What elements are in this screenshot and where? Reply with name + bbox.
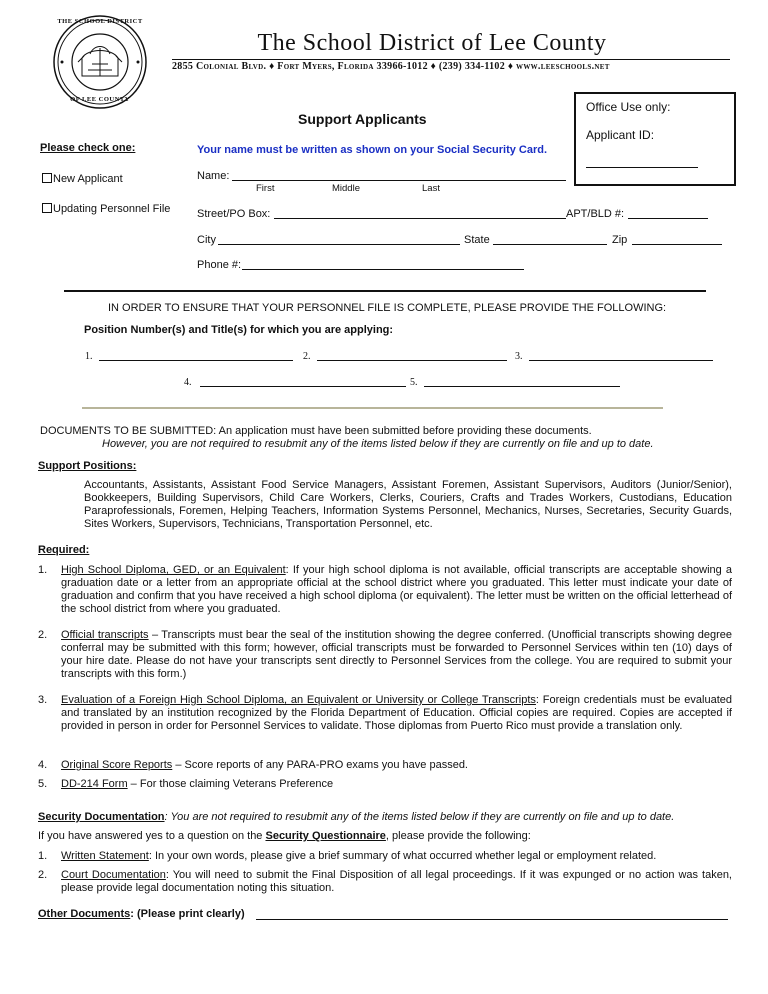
required-item-number: 2.	[38, 629, 48, 641]
state-label: State	[464, 234, 490, 246]
documents-line1: DOCUMENTS TO BE SUBMITTED: An application must have been submitted before providing these documents.	[40, 425, 592, 437]
documents-line2: However, you are not required to resubmit any of the items listed below if they are currently on file and up to date.	[102, 438, 654, 450]
required-item-text: : If your high school diploma is not available, official transcripts are acceptable showing a graduation date or a letter from an appropriate official at the school district where you graduated. This letter must indicate your date of graduation and confirm that you have received a high school diploma (or equivalent). The letter must be written on the official letterhead of the school district from where you graduated.	[61, 564, 732, 615]
security-note: : You are not required to resubmit any of the items listed below if they are currently on file and up to date.	[164, 811, 675, 823]
updating-checkbox[interactable]	[42, 203, 52, 213]
state-input[interactable]	[493, 233, 607, 245]
support-positions-text: Accountants, Assistants, Assistant Food Service Managers, Assistant Foremen, Assistant Supervisors, Auditors (Junior/Senior), Bookkeepers, Building Supervisors, Child Care Workers, Clerks, Couriers, Crafts and Trades Workers, Custodians, Education Paraprofessionals, Foremen, Helping Teachers, Information Systems Personnel, Mechanics, Nurses, Secretaries, Security Guards, Sites Workers, Supervisors, Technicians, Transportation Personnel, etc.	[84, 479, 732, 530]
other-documents-input[interactable]	[256, 908, 728, 920]
required-item-number: 4.	[38, 759, 48, 771]
apt-label: APT/BLD #:	[566, 208, 625, 220]
position-1-number: 1.	[85, 351, 93, 362]
apt-input[interactable]	[628, 207, 708, 219]
security-item-number: 1.	[38, 850, 48, 862]
updating-option[interactable]	[42, 203, 170, 215]
security-questionnaire-ref: Security Questionnaire	[265, 830, 386, 842]
ensure-text: IN ORDER TO ENSURE THAT YOUR PERSONNEL FILE IS COMPLETE, PLEASE PROVIDE THE FOLLOWING:	[108, 302, 667, 314]
position-1-input[interactable]	[99, 350, 293, 361]
seal-top-text: THE SCHOOL DISTRICT	[57, 18, 143, 25]
ssn-notice: Your name must be written as shown on your Social Security Card.	[197, 144, 548, 156]
position-5-number: 5.	[410, 377, 418, 388]
security-item-number: 2.	[38, 869, 48, 881]
other-documents-label: Other Documents	[38, 908, 131, 920]
security-item-title: Court Documentation	[61, 869, 166, 881]
zip-label: Zip	[612, 234, 628, 246]
applicant-id-line[interactable]	[586, 156, 698, 168]
district-address: 2855 Colonial Blvd. ♦ Fort Myers, Florida 33966-1012 ♦ (239) 334-1102 ♦ www.leeschools.net	[172, 61, 610, 72]
required-item-title: DD-214 Form	[61, 778, 128, 790]
phone-label: Phone #:	[197, 259, 242, 271]
security-label: Security Documentation	[38, 811, 165, 823]
support-positions-label: Support Positions:	[38, 460, 137, 472]
check-one-label: Please check one:	[40, 142, 136, 154]
zip-input[interactable]	[632, 233, 722, 245]
security-intro-post: , please provide the following:	[385, 830, 531, 842]
position-label: Position Number(s) and Title(s) for which you are applying:	[84, 324, 394, 336]
phone-input[interactable]	[242, 258, 524, 270]
position-5-input[interactable]	[424, 376, 620, 387]
city-label: City	[197, 234, 216, 246]
street-label: Street/PO Box:	[197, 208, 271, 220]
middle-label: Middle	[332, 183, 360, 194]
required-item-title: High School Diploma, GED, or an Equivalent	[61, 564, 286, 576]
applicant-id-label: Applicant ID:	[586, 128, 655, 142]
position-2-input[interactable]	[317, 350, 507, 361]
security-item-title: Written Statement	[61, 850, 149, 862]
position-4-input[interactable]	[200, 376, 406, 387]
required-item-5	[38, 778, 732, 791]
city-input[interactable]	[218, 233, 460, 245]
required-item-text: – Score reports of any PARA-PRO exams you have passed.	[172, 759, 468, 771]
required-item-text: – Transcripts must bear the seal of the institution showing the degree conferred. (Unofficial transcripts showing degree conferral may be submitted with this form; however, official transcripts must be forwarded to Personnel Services within ten (10) days of your hire date. Please do not have your transcripts sent directly to Personnel Services from the college. You are required to submit your transcripts with this form.)	[61, 629, 732, 680]
required-item-3	[38, 694, 732, 733]
security-item-2	[38, 869, 732, 895]
position-3-number: 3.	[515, 351, 523, 362]
name-input[interactable]	[232, 169, 566, 181]
other-documents-suffix: : (Please print clearly)	[130, 908, 245, 920]
position-3-input[interactable]	[529, 350, 713, 361]
header-rule	[172, 59, 730, 60]
required-item-number: 1.	[38, 564, 48, 576]
seal-bottom-text: OF LEE COUNTY	[70, 96, 130, 103]
security-intro-pre: If you have answered yes to a question on the	[38, 830, 266, 842]
new-applicant-label: New Applicant	[53, 173, 123, 185]
required-label: Required:	[38, 544, 90, 556]
district-seal	[52, 14, 148, 110]
updating-label: Updating Personnel File	[53, 203, 171, 215]
office-use-label: Office Use only:	[586, 100, 671, 114]
required-item-number: 5.	[38, 778, 48, 790]
required-item-title: Original Score Reports	[61, 759, 173, 771]
required-item-text: : Foreign credentials must be evaluated and translated by an institution recognized by the Florida Department of Education. Official copies are required. Copies are accepted if provided in person in order for Personnel Services to validate. Those diplomas from Puerto Rico must provide a translation only.	[61, 694, 732, 732]
position-4-number: 4.	[184, 377, 192, 388]
security-item-1	[38, 850, 732, 863]
form-title: Support Applicants	[298, 111, 427, 127]
new-applicant-checkbox[interactable]	[42, 173, 52, 183]
required-item-title: Official transcripts	[61, 629, 149, 641]
name-label: Name:	[197, 170, 230, 182]
required-item-1	[38, 564, 732, 616]
security-item-text: : You will need to submit the Final Disposition of all legal proceedings. If it was expunged or no action was taken, please provide legal documentation noting this situation.	[61, 869, 732, 894]
required-item-2	[38, 629, 732, 681]
required-item-4	[38, 759, 732, 772]
street-input[interactable]	[274, 207, 566, 219]
first-label: First	[256, 183, 275, 194]
position-2-number: 2.	[303, 351, 311, 362]
security-intro	[38, 830, 531, 842]
new-applicant-option[interactable]	[42, 173, 123, 185]
security-item-text: : In your own words, please give a brief summary of what occurred whether legal or employment related.	[148, 850, 657, 862]
last-label: Last	[422, 183, 440, 194]
required-item-number: 3.	[38, 694, 48, 706]
security-heading	[38, 811, 674, 823]
other-documents	[38, 908, 245, 920]
shaded-divider	[82, 407, 663, 409]
required-item-text: – For those claiming Veterans Preference	[127, 778, 334, 790]
section-divider	[64, 290, 706, 292]
district-title: The School District of Lee County	[257, 30, 607, 56]
required-item-title: Evaluation of a Foreign High School Diploma, an Equivalent or University or College Transcripts	[61, 694, 536, 706]
